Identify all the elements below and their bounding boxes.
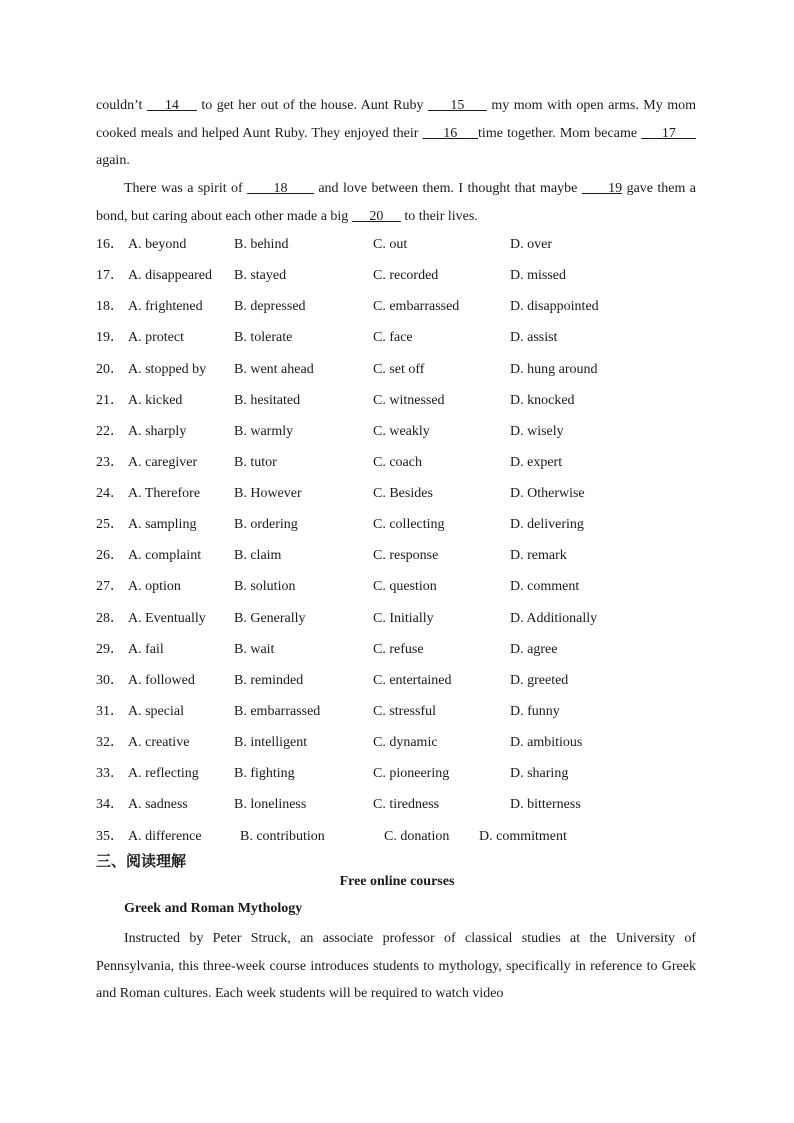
option-a: A. disappeared — [128, 268, 212, 283]
option-a: A. followed — [128, 673, 195, 688]
question-number: 17． — [96, 268, 124, 283]
question-number: 20． — [96, 362, 124, 377]
question-number: 21． — [96, 393, 124, 408]
option-d: D. sharing — [510, 766, 569, 781]
option-c: C. response — [373, 548, 439, 563]
option-c: C. recorded — [373, 268, 439, 283]
option-a: A. sadness — [128, 797, 188, 812]
question-number: 30． — [96, 673, 124, 688]
option-b: B. embarrassed — [234, 704, 321, 719]
option-d: D. assist — [510, 330, 558, 345]
question-number: 24． — [96, 486, 124, 501]
option-b: B. solution — [234, 579, 296, 594]
option-b: B. intelligent — [234, 735, 308, 750]
option-d: D. comment — [510, 579, 580, 594]
option-d: D. Otherwise — [510, 486, 585, 501]
option-c: C. weakly — [373, 424, 430, 439]
option-d: D. agree — [510, 642, 558, 657]
option-b: B. Generally — [234, 611, 306, 626]
option-d: D. greeted — [510, 673, 569, 688]
question-number: 33． — [96, 766, 124, 781]
question-number: 29． — [96, 642, 124, 657]
option-c: C. embarrassed — [373, 299, 460, 314]
option-b: B. contribution — [240, 829, 325, 844]
option-d: D. missed — [510, 268, 566, 283]
blank-18: 18 — [247, 181, 314, 196]
blank-16: 16 — [422, 125, 479, 141]
course-description: Instructed by Peter Struck, an associate professor of classical studies at the University of Pennsylvania, this three-week course introduces students to mythology, specifically in reference to Greek and Roman cultures. Each week students will be required to watch video — [96, 931, 696, 1001]
option-a: A. complaint — [128, 548, 202, 563]
option-b: B. went ahead — [234, 362, 314, 377]
option-d: D. commitment — [479, 829, 567, 844]
option-b: B. tolerate — [234, 330, 293, 345]
option-c: C. witnessed — [373, 393, 445, 408]
option-d: D. knocked — [510, 393, 575, 408]
option-b: B. depressed — [234, 299, 306, 314]
blank-19: 19 — [581, 181, 623, 196]
question-number: 28． — [96, 611, 124, 626]
passage-text: my mom with open arms. My mom cooked meals and helped Aunt Ruby. They enjoyed their — [96, 98, 697, 141]
option-b: B. tutor — [234, 455, 277, 470]
option-d: D. expert — [510, 455, 563, 470]
option-d: D. ambitious — [510, 735, 583, 750]
option-c: C. question — [373, 579, 437, 594]
option-d: D. hung around — [510, 362, 598, 377]
option-d: D. bitterness — [510, 797, 581, 812]
option-b: B. reminded — [234, 673, 304, 688]
question-number: 35． — [96, 829, 124, 844]
option-b: B. However — [234, 486, 302, 501]
passage-text: and love between them. I thought that maybe — [313, 181, 582, 196]
option-b: B. fighting — [234, 766, 295, 781]
option-c: C. Initially — [373, 611, 434, 626]
option-a: A. sampling — [128, 517, 197, 532]
passage-title: Free online courses — [339, 874, 455, 889]
question-number: 23． — [96, 455, 124, 470]
option-c: C. Besides — [373, 486, 433, 501]
option-c: C. set off — [373, 362, 425, 377]
passage-text: to their lives. — [400, 208, 478, 224]
option-d: D. remark — [510, 548, 567, 563]
option-b: B. warmly — [234, 424, 294, 439]
option-a: A. beyond — [128, 237, 187, 252]
option-a: A. fail — [128, 642, 164, 657]
option-a: A. reflecting — [128, 766, 199, 781]
option-c: C. dynamic — [373, 735, 438, 750]
option-b: B. loneliness — [234, 797, 307, 812]
question-number: 22． — [96, 424, 124, 439]
passage-paragraph-2 — [96, 175, 696, 230]
option-a: A. difference — [128, 829, 202, 844]
option-c: C. stressful — [373, 704, 436, 719]
option-a: A. kicked — [128, 393, 183, 408]
option-d: D. delivering — [510, 517, 584, 532]
passage-text: gave them a bond, but caring about each other made a big — [96, 181, 697, 224]
option-b: B. ordering — [234, 517, 298, 532]
option-b: B. claim — [234, 548, 282, 563]
option-c: C. out — [373, 237, 408, 252]
option-c: C. donation — [384, 829, 450, 844]
option-a: A. caregiver — [128, 455, 198, 470]
option-b: B. behind — [234, 237, 289, 252]
option-c: C. collecting — [373, 517, 445, 532]
option-a: A. frightened — [128, 299, 203, 314]
option-d: D. Additionally — [510, 611, 598, 626]
passage-text: time together. Mom became — [478, 125, 642, 141]
question-number: 27． — [96, 579, 124, 594]
option-d: D. over — [510, 237, 552, 252]
blank-14: 14 — [146, 98, 197, 113]
section-heading: 三、阅读理解 — [96, 852, 187, 870]
option-a: A. creative — [128, 735, 190, 750]
blank-15: 15 — [427, 98, 487, 113]
passage-text: couldn’t — [96, 98, 147, 113]
passage-text: again. — [96, 153, 130, 168]
course-title: Greek and Roman Mythology — [124, 901, 303, 916]
option-a: A. sharply — [128, 424, 187, 439]
question-number: 18． — [96, 299, 124, 314]
question-number: 16． — [96, 237, 124, 252]
option-a: A. Therefore — [128, 486, 201, 501]
option-c: C. coach — [373, 455, 422, 470]
option-d: D. funny — [510, 704, 560, 719]
option-c: C. refuse — [373, 642, 424, 657]
option-c: C. tiredness — [373, 797, 440, 812]
question-number: 32． — [96, 735, 124, 750]
option-a: A. option — [128, 579, 181, 594]
option-c: C. face — [373, 330, 413, 345]
option-d: D. wisely — [510, 424, 564, 439]
option-b: B. wait — [234, 642, 275, 657]
question-number: 19． — [96, 330, 124, 345]
option-d: D. disappointed — [510, 299, 599, 314]
option-a: A. stopped by — [128, 362, 207, 377]
passage-text: to get her out of the house. Aunt Ruby — [196, 98, 428, 113]
blank-17: 17 — [641, 125, 697, 141]
option-c: C. entertained — [373, 673, 452, 688]
question-number: 34． — [96, 797, 124, 812]
option-a: A. Eventually — [128, 611, 206, 626]
option-c: C. pioneering — [373, 766, 450, 781]
option-a: A. protect — [128, 330, 184, 345]
option-a: A. special — [128, 704, 184, 719]
passage-paragraph-1 — [96, 92, 696, 175]
question-number: 25． — [96, 517, 124, 532]
option-b: B. stayed — [234, 268, 287, 283]
question-number: 31． — [96, 704, 124, 719]
passage-text: There was a spirit of — [124, 181, 248, 196]
option-b: B. hesitated — [234, 393, 301, 408]
blank-20: 20 — [351, 208, 401, 224]
question-number: 26． — [96, 548, 124, 563]
